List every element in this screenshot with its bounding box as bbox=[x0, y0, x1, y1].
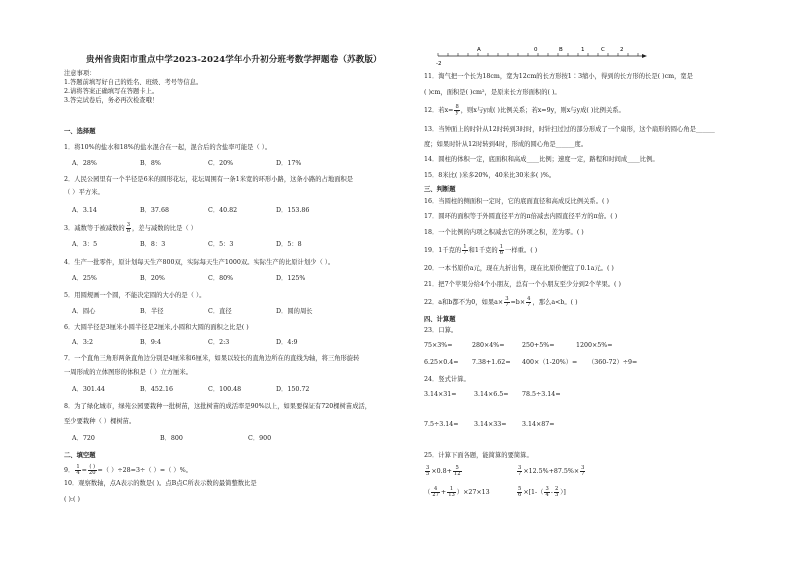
question-21: 21．把7个苹果分给4个小朋友，总有一个小朋友至少分到2个苹果。( ) bbox=[424, 281, 621, 288]
question-7-options bbox=[72, 386, 344, 394]
fraction: $\frac{3}{8}$ bbox=[126, 222, 130, 234]
label-1: 1 bbox=[581, 47, 585, 53]
question-7: 7．一个直角三角形两条直角边分别是4厘米和6厘米，如果以较长的直角边所在的直线为轴，将三角形旋转 bbox=[64, 355, 360, 362]
option: B．8% bbox=[140, 160, 161, 167]
fraction: $\frac{4}{7}$ bbox=[527, 296, 531, 308]
label-2: 2 bbox=[620, 47, 624, 53]
fraction: $\frac{3}{7}$ bbox=[581, 465, 585, 477]
number-line-arrow bbox=[642, 54, 647, 58]
question-4: 4．生产一批零件，原计划每天生产800双，实际每天生产1000双。实际生产的比原计划少（ ）。 bbox=[64, 259, 335, 266]
fraction: $\frac{4}{27}$ bbox=[432, 486, 439, 498]
question-9: 9． $\frac{1}{4}$ = $\frac{( )}{20}$ =（ ）÷28=3÷（ ）=（ ）%。 bbox=[64, 464, 192, 476]
section-choice-heading: 一、选择题 bbox=[64, 128, 96, 135]
question-4-options bbox=[72, 275, 344, 283]
section-calc-heading: 四、计算题 bbox=[424, 316, 456, 323]
option: B．452.16 bbox=[140, 386, 173, 393]
option: C．直径 bbox=[208, 308, 232, 315]
question-16: 16．当圆柱的侧面积一定时，它的底面直径和高成反比例关系。( ) bbox=[424, 198, 609, 205]
note-item: 2.请将答案正确填写在答题卡上。 bbox=[64, 88, 159, 95]
label-A: A bbox=[477, 47, 481, 53]
number-line-ticks bbox=[438, 53, 638, 56]
question-8-cont: 至少要栽种（ ）棵树苗。 bbox=[64, 418, 136, 425]
option: D．5：8 bbox=[276, 241, 302, 248]
question-5: 5．用圆规画一个圆，不能决定圆的大小的是（ ）。 bbox=[64, 292, 206, 299]
option: B．37.68 bbox=[140, 207, 169, 214]
question-6-options bbox=[72, 339, 344, 347]
option: C．900 bbox=[248, 435, 272, 442]
label-0: 0 bbox=[534, 47, 538, 53]
option: A．720 bbox=[72, 435, 95, 442]
fraction: $\frac{( )}{20}$ bbox=[88, 464, 96, 476]
question-3-options bbox=[72, 241, 344, 249]
page-title: 贵州省贵阳市重点中学2023-2024学年小升初分班考数学押题卷（苏教版） bbox=[86, 55, 382, 65]
option: D．4:9 bbox=[276, 339, 298, 346]
option: C．100.48 bbox=[208, 386, 242, 393]
option: D．17% bbox=[276, 160, 302, 167]
question-17: 17．圆环的面积等于外圆直径平方的π倍减去内圆直径平方的π倍。( ) bbox=[424, 213, 618, 220]
question-8-options bbox=[72, 435, 316, 443]
question-3: 3．减数等于被减数的 $\frac{3}{8}$ ，差与减数的比是（ ） bbox=[64, 222, 197, 234]
question-1: 1．将10%的盐水和18%的盐水混合在一起，混合后的含盐率可能是（ ）。 bbox=[64, 144, 272, 151]
option: A．3：5 bbox=[72, 241, 98, 248]
question-14: 14．圆柱的体积一定，底面积和高成____比例；速度一定，路程和时间成____比例。 bbox=[424, 156, 659, 163]
option: B．20% bbox=[140, 275, 165, 282]
fraction: $\frac{3}{4}$ bbox=[545, 486, 549, 498]
question-25-expr-4: $\frac{5}{6}$ ×[1-（ $\frac{3}{4}$ - $\frac{2}{3}$ ）] bbox=[518, 486, 566, 498]
question-24-label: 24．竖式计算。 bbox=[424, 376, 470, 383]
label-B: B bbox=[559, 47, 563, 53]
question-10: 10．观察数轴，点A表示的数是( )。点B点C所表示数的最简整数比是 bbox=[64, 480, 257, 487]
option: B．8：3 bbox=[140, 241, 166, 248]
fraction: $\frac{3}{7}$ bbox=[518, 465, 522, 477]
label-C: C bbox=[601, 47, 605, 53]
fraction: $\frac{3}{5}$ bbox=[426, 465, 430, 477]
question-25-label: 25．计算下面各题，能简算的要简算。 bbox=[424, 452, 533, 459]
option: B．半径 bbox=[140, 308, 164, 315]
option: B．800 bbox=[160, 435, 183, 442]
option: C．40.82 bbox=[208, 207, 238, 214]
question-8: 8．为了绿化城市，绿苑公园要栽种一批树苗，这批树苗的成活率是90%以上，如果要保证有720棵树苗成活， bbox=[64, 403, 372, 410]
question-18: 18．一个比例的内项之积减去它的外项之积，差为零。( ) bbox=[424, 229, 584, 236]
question-19: 19．1千克的 $\frac{1}{7}$ 和1千克的 $\frac{1}{6}$ 一样重。( ) bbox=[424, 244, 538, 256]
option: D．125% bbox=[276, 275, 306, 282]
question-22: 22．a和b都不为0，如果a× $\frac{3}{7}$ =b× $\frac{4}{7}$ ，那么a<b。( ) bbox=[424, 296, 578, 308]
question-2: 2．人民公园里有一个半径是6米的圆形花坛，花坛周围有一条1米宽的环形小路，这条小路的占地面积是 bbox=[64, 176, 354, 183]
option: D．150.72 bbox=[276, 386, 310, 393]
question-25-expr-2: $\frac{3}{7}$ ×12.5%+87.5%× $\frac{3}{7}$ bbox=[518, 465, 585, 477]
number-line bbox=[434, 44, 654, 66]
option: A．3:2 bbox=[72, 339, 93, 346]
fraction: $\frac{5}{12}$ bbox=[453, 465, 461, 477]
question-5-options bbox=[72, 308, 344, 316]
question-23-label: 23．口算。 bbox=[424, 327, 458, 334]
fraction: $\frac{3}{7}$ bbox=[505, 296, 509, 308]
question-13: 13．当钟面上的时针从12时转到3时时，时针扫过过的部分形成了一个扇形，这个扇形的圆心角是______ bbox=[424, 126, 715, 133]
question-11-cont: ( )cm，面积是( )cm²，是原来长方形面积的( )。 bbox=[424, 89, 561, 96]
question-13-cont: 度；如果时针从12时转到4时，形成的圆心角是______度。 bbox=[424, 141, 588, 148]
question-25-expr-3: （ $\frac{4}{27}$ + $\frac{1}{13}$ ）×27×13 bbox=[424, 486, 490, 498]
option: C．20% bbox=[208, 160, 234, 167]
option: D．圆的周长 bbox=[276, 308, 313, 315]
question-2-cont: （ ）平方米。 bbox=[64, 189, 104, 196]
note-item: 1.答题前填写好自己的姓名、班级、考号等信息。 bbox=[64, 79, 203, 86]
notes-header: 注意事项： bbox=[64, 70, 96, 77]
fraction: $\frac{1}{13}$ bbox=[448, 486, 455, 498]
option: B．9:4 bbox=[140, 339, 162, 346]
option: A．25% bbox=[72, 275, 97, 282]
question-11: 11．淘气把一个长为18cm，宽为12cm的长方形按1∶3缩小，得到的长方形的长是( )cm，宽是 bbox=[424, 73, 693, 80]
option: C．2:3 bbox=[208, 339, 230, 346]
question-2-options bbox=[72, 207, 344, 215]
fraction: $\frac{1}{6}$ bbox=[499, 244, 504, 256]
question-15: 15．8米比( )米多20%，40米比30米多( )%。 bbox=[424, 172, 556, 179]
fraction: $\frac{1}{7}$ bbox=[463, 244, 467, 256]
section-judge-heading: 三、判断题 bbox=[424, 186, 456, 193]
question-10-cont: ( ):( ) bbox=[64, 496, 80, 503]
option: A．28% bbox=[72, 160, 97, 167]
section-fill-heading: 二、填空题 bbox=[64, 452, 96, 459]
option: A．301.44 bbox=[72, 386, 105, 393]
option: A．圆心 bbox=[72, 308, 96, 315]
fraction: $\frac{1}{4}$ bbox=[76, 464, 80, 476]
question-12: 12．若x= $\frac{8}{y}$ ，则x与y成( )比例关系；若x=9y，则x与y成( )比例关系。 bbox=[424, 104, 625, 116]
fraction: $\frac{2}{3}$ bbox=[554, 486, 559, 498]
question-25-expr-1: $\frac{3}{5}$ ×0.8+ $\frac{5}{12}$ bbox=[426, 465, 461, 477]
option: C．80% bbox=[208, 275, 234, 282]
question-7-cont: 一周形成的立体图形的体积是（ ）立方厘米。 bbox=[64, 369, 192, 376]
question-20: 20．一本书原价a元，现在九折出售，现在比原价便宜了0.1a元。( ) bbox=[424, 265, 614, 272]
label-neg2: -2 bbox=[436, 61, 442, 66]
question-6: 6．大圆半径是3厘米小圆半径是2厘米,小圆和大圆的面积之比是( ) bbox=[64, 324, 249, 331]
note-item: 3.答完试卷后，务必再次检查哦！ bbox=[64, 97, 159, 104]
question-1-options bbox=[72, 160, 344, 168]
option: C．5：3 bbox=[208, 241, 234, 248]
exam-page: 贵州省贵阳市重点中学2023-2024学年小升初分班考数学押题卷（苏教版） 注意事项： 1.答题前填写好自己的姓名、班级、考号等信息。 2.请将答案正确填写在答题卡上。 3.答完试卷后，务必再次检查哦！ 一、选择题 1．将10%的盐水和18%的盐水混合在一起，混合后的含盐率可能是（ ）。 A．28% B．8% C．20% D．17% 2．人民公园里有一个半径是6米的圆形花坛，花坛周围有一条1米宽的环形小路，这条小路的占地面积是 （ ）平方米。 A．3.14 B．37.68 C．40.82 D．153.86 3．减数等于被减数的 $\frac{3}{8}$ ，差与减数的比是（ ） A．3：5 B．8：3 C．5：3 D．5：8 4．生产一批零件，原计划每天生产800双，实际每天生产1000双。实际生产的比原计划少（ ）。 A．25% B．20% C．80% D．125% 5．用圆规画一个圆，不能决定圆的大小的是（ ）。 A．圆心 B．半径 C．直径 D．圆的周长 6．大圆半径是3厘米小圆半径是2厘米,小圆和大圆的面积之比是( ) A．3:2 B．9:4 C．2:3 D．4:9 7．一个直角三角形两条直角边分别是4厘米和6厘米，如果以较长的直角边所在的直线为轴，将三角形旋转 一周形成的立体图形的体积是（ ）立方厘米。 A．301.44 B．452.16 C．100.48 D．150.72 8．为了绿化城市，绿苑公园要栽种一批树苗，这批树苗的成活率是90%以上，如果要保证有720棵树苗成活， 至少要栽种（ ）棵树苗。 A．720 B．800 C．900 二、填空题 9． $\frac{1}{4}$ = $\frac{( )}{20}$ =（ ）÷28=3÷（ ）=（ ）%。 10．观察数轴，点A表示的数是( )。点B点C所表示数的最简整数比是 ( ):( ) -2 A 0 B 1 C 2 11．淘气把一个长为18cm，宽为12cm的长方形按1∶3缩小，得到的长方形的长是( )cm，宽是 ( )cm，面积是( )cm²，是原来长方形面积的( )。 12．若x= $\frac{8}{y}$ ，则x与y成( )比例关系；若x=9y，则x与y成( )比例关系。 13．当钟面上的时针从12时转到3时时，时针扫过过的部分形成了一个扇形，这个扇形的圆心角是______ 度；如果时针从12时转到4时，形成的圆心角是______度。 14．圆柱的体积一定，底面积和高成____比例；速度一定，路程和时间成____比例。 15．8米比( )米多20%，40米比30米多( )%。 三、判断题 16．当圆柱的侧面积一定时，它的底面直径和高成反比例关系。( ) 17．圆环的面积等于外圆直径平方的π倍减去内圆直径平方的π倍。( ) 18．一个比例的内项之积减去它的外项之积，差为零。( ) 19．1千克的 $\frac{1}{7}$ 和1千克的 $\frac{1}{6}$ 一样重。( ) 20．一本书原价a元，现在九折出售，现在比原价便宜了0.1a元。( ) 21．把7个苹果分给4个小朋友，总有一个小朋友至少分到2个苹果。( ) 22．a和b都不为0，如果a× $\frac{3}{7}$ =b× $\frac{4}{7}$ ，那么a<b。( ) 四、计算题 23．口算。 75×3%= 280×4%= 250+5%= 1200×5%= 6.25×0.4= 7.38+1.62= 400×（1-20%）= （360-72）÷9= 24．竖式计算。 3.14×31= 3.14×6.5= 78.5÷3.14= 7.5÷3.14= 3.14×33= 3.14×87= 25．计算下面各题，能简算的要简算。 $\frac{3}{5}$ ×0.8+ $\frac{5}{12}$ $\frac{3}{7}$ ×12.5%+87.5%× $\frac{3}{7}$ （ $\frac{4}{27}$ + $\frac{1}{13}$ ）×27×13 $\frac{5}{6}$ ×[1-（ $\frac{3}{4}$ - $\frac{2}{3}$ ）] bbox=[0, 0, 794, 562]
fraction: $\frac{8}{y}$ bbox=[455, 104, 459, 116]
option: D．153.86 bbox=[276, 207, 310, 214]
fraction: $\frac{5}{6}$ bbox=[518, 486, 522, 498]
option: A．3.14 bbox=[72, 207, 97, 214]
